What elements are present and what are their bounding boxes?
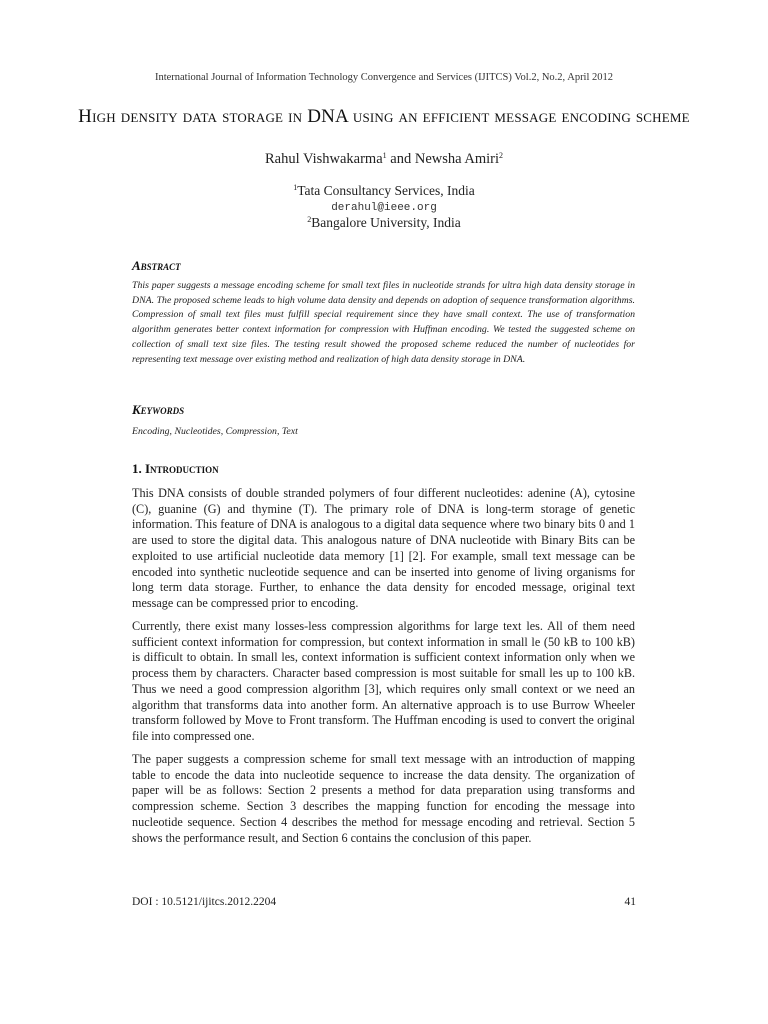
author-conjunction: and bbox=[386, 151, 415, 167]
affiliation-name: Bangalore University, India bbox=[311, 215, 461, 230]
affiliation-mark: 2 bbox=[307, 215, 312, 224]
author-list bbox=[0, 151, 768, 168]
affiliation-2 bbox=[0, 215, 768, 231]
paper-title: High density data storage in DNA using an efficient message encoding scheme bbox=[78, 106, 690, 127]
section-heading-introduction: 1. Introduction bbox=[132, 461, 219, 476]
abstract-text: This paper suggests a message encoding scheme for small text files in nucleotide strands for ultra high data density storage in DNA. The proposed scheme leads to high volume data density and depends on adoption of sequence transformation algorithms. Compression of small text files must fulfill special requirement since they have small context. The use of transformation algorithm generates better context information for compression with Huffman encoding. We tested the suggested scheme on collection of small text size files. The testing result showed the proposed scheme reduced the number of nucleotides for representing text message over existing method and realization of high data density storage in DNA. bbox=[132, 280, 635, 365]
body-paragraph: This DNA consists of double stranded polymers of four different nucleotides: adenine (A), cytosine (C), guanine (G) and thymine (T). The primary role of DNA is long-term storage of genetic information. This feature of DNA is analogous to a digital data sequence where two binary bits 0 and 1 are used to store the digital data. This analogous nature of DNA nucleotide with Binary Bits can be exploited to use artificial nucleotide data memory [1] [2]. For example, small text message can be encoded into synthetic nucleotide sequence and can be inserted into genome of living organisms for long term data storage. Further, to enhance the data density for encoded message, original text message can be compressed prior to encoding. bbox=[132, 486, 635, 610]
author-name: Newsha Amiri bbox=[414, 151, 500, 167]
author-name: Rahul Vishwakarma bbox=[264, 151, 383, 167]
affiliation-mark: 1 bbox=[293, 183, 298, 192]
abstract-heading: Abstract bbox=[132, 258, 181, 273]
doi-footer: DOI : 10.5121/ijitcs.2012.2204 bbox=[132, 896, 277, 908]
page-number: 41 bbox=[624, 896, 636, 908]
keywords-heading: Keywords bbox=[132, 402, 185, 417]
author-affiliation-mark: 1 bbox=[382, 151, 387, 160]
body-paragraph: Currently, there exist many losses-less compression algorithms for large text les. All of them need sufficient context information for compression, but context information in small le (50 kB to 100 kB) is difficult to obtain. In small les, context information is sufficient context information only when we process them by characters. Character based compression is most suitable for small les up to 100 kB. Thus we need a good compression algorithm [3], which requires only small context or we need an algorithm that transforms data into another form. An alternative approach is to use Burrow Wheeler transform followed by Move to Front transform. The Huffman encoding is used to convert the original file into compressed one. bbox=[132, 619, 635, 743]
affiliation-name: Tata Consultancy Services, India bbox=[297, 183, 475, 198]
affiliation-1 bbox=[0, 183, 768, 199]
keywords-text: Encoding, Nucleotides, Compression, Text bbox=[132, 426, 298, 437]
journal-header: International Journal of Information Technology Convergence and Services (IJITCS) Vol.2, No.2, April 2012 bbox=[154, 72, 614, 83]
author-email: derahul@ieee.org bbox=[331, 202, 437, 214]
body-paragraph: The paper suggests a compression scheme for small text message with an introduction of mapping table to encode the data into nucleotide sequence to increase the data density. The organization of paper will be as follows: Section 2 presents a method for data preparation using transforms and compression scheme. Section 3 describes the mapping function for encoding the message into nucleotide sequence. Section 4 describes the method for message encoding and retrieval. Section 5 shows the performance result, and Section 6 contains the conclusion of this paper. bbox=[132, 752, 635, 845]
author-affiliation-mark: 2 bbox=[499, 151, 504, 160]
